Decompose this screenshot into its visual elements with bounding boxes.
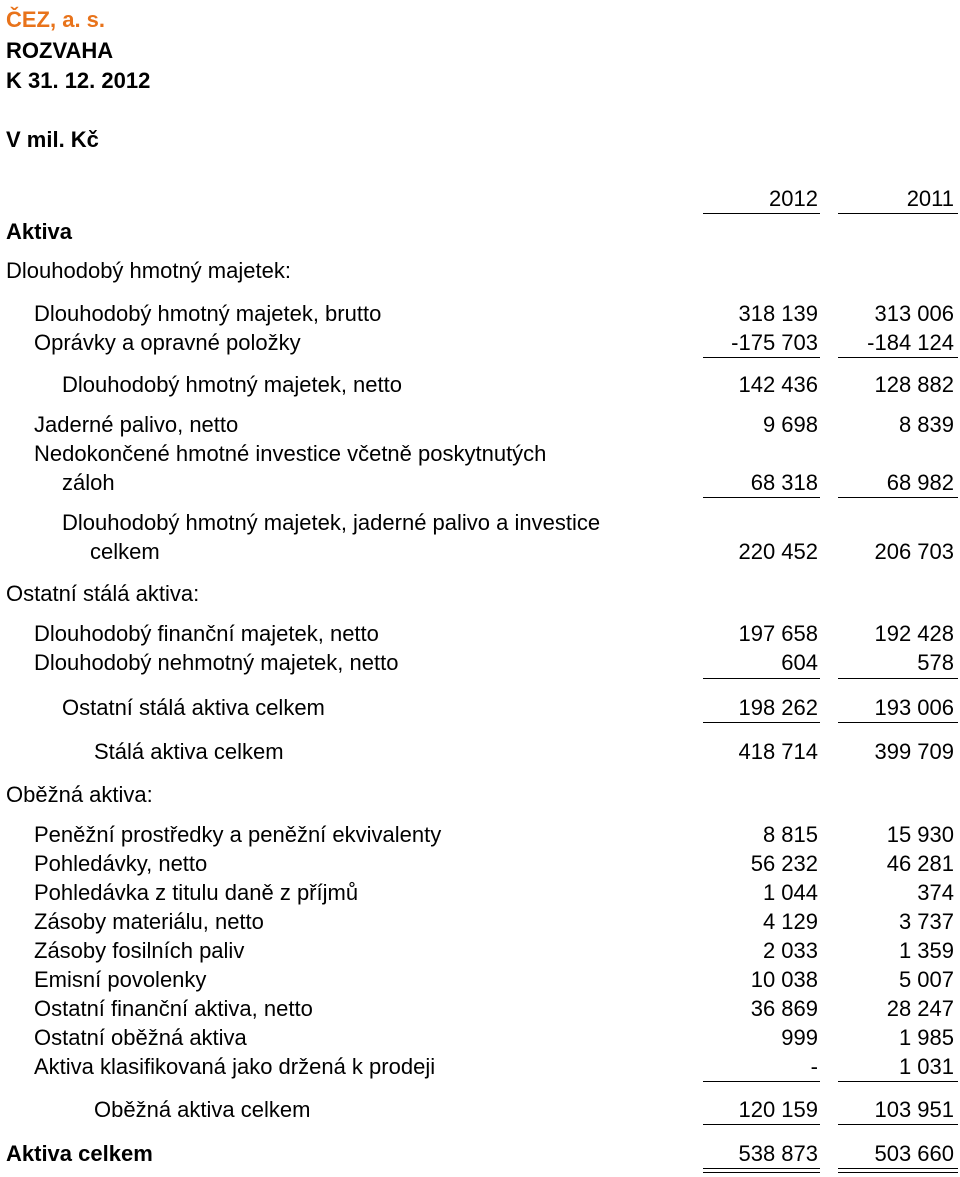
row-value-2012: - <box>810 1054 818 1079</box>
row-value-2012: 120 159 <box>738 1097 818 1122</box>
row-label: Oprávky a opravné položky <box>34 330 301 355</box>
subtotal-rule <box>838 357 958 358</box>
row-label: Ostatní oběžná aktiva <box>34 1025 247 1050</box>
row-value-2011: 68 982 <box>886 470 954 495</box>
row-value-2011: 192 428 <box>874 621 954 646</box>
subtotal-rule <box>703 1124 820 1125</box>
row-value-2011: 313 006 <box>874 301 954 326</box>
subtotal-rule <box>703 1081 820 1082</box>
row-value-2011: -184 124 <box>867 330 954 355</box>
row-label: Dlouhodobý nehmotný majetek, netto <box>34 650 399 675</box>
section-heading-aktiva: Aktiva <box>6 219 73 244</box>
row-label: Ostatní finanční aktiva, netto <box>34 996 313 1021</box>
row-value-2012: 198 262 <box>738 695 818 720</box>
grand-total-double-rule <box>703 1172 820 1173</box>
row-value-2012: 4 129 <box>762 909 818 934</box>
row-label: Aktiva klasifikovaná jako držená k prodeji <box>34 1054 436 1079</box>
company-name: ČEZ, a. s. <box>6 7 106 32</box>
subtotal-rule <box>838 1081 958 1082</box>
row-label: Nedokončené hmotné investice včetně poskytnutých <box>34 441 547 466</box>
grand-total-double-rule <box>703 1168 820 1169</box>
grand-total-value-2011: 503 660 <box>874 1141 954 1166</box>
row-label: Jaderné palivo, netto <box>34 412 239 437</box>
row-value-2012: 999 <box>781 1025 818 1050</box>
total-label: Stálá aktiva celkem <box>94 739 284 764</box>
row-label: Zásoby materiálu, netto <box>34 909 264 934</box>
row-value-2011: 374 <box>917 880 954 905</box>
subtotal-rule <box>838 1124 958 1125</box>
group-heading: Oběžná aktiva: <box>6 782 153 807</box>
row-value-2012: 36 869 <box>750 996 818 1021</box>
row-value-2012: 56 232 <box>750 851 818 876</box>
row-label: Dlouhodobý hmotný majetek, brutto <box>34 301 382 326</box>
subtotal-rule <box>838 497 958 498</box>
subtotal-label-continuation: celkem <box>90 539 160 564</box>
column-header-2012: 2012 <box>769 186 818 211</box>
group-heading: Dlouhodobý hmotný majetek: <box>6 258 291 283</box>
row-label: Pohledávka z titulu daně z příjmů <box>34 880 359 905</box>
row-value-2011: 128 882 <box>874 372 954 397</box>
row-value-2011: 3 737 <box>898 909 954 934</box>
row-label: Emisní povolenky <box>34 967 207 992</box>
row-value-2011: 46 281 <box>886 851 954 876</box>
row-value-2011: 399 709 <box>874 739 954 764</box>
row-value-2012: 197 658 <box>738 621 818 646</box>
subtotal-label: Dlouhodobý hmotný majetek, netto <box>62 372 402 397</box>
row-value-2011: 193 006 <box>874 695 954 720</box>
row-value-2012: 8 815 <box>762 822 818 847</box>
row-value-2012: 2 033 <box>762 938 818 963</box>
row-label: Dlouhodobý finanční majetek, netto <box>34 621 379 646</box>
row-value-2012: 68 318 <box>750 470 818 495</box>
subtotal-rule <box>703 497 820 498</box>
statement-date: K 31. 12. 2012 <box>6 68 151 93</box>
row-label: Zásoby fosilních paliv <box>34 938 245 963</box>
grand-total-value-2012: 538 873 <box>738 1141 818 1166</box>
row-value-2012: 318 139 <box>738 301 818 326</box>
row-label: Peněžní prostředky a peněžní ekvivalenty <box>34 822 442 847</box>
total-label: Oběžná aktiva celkem <box>94 1097 311 1122</box>
column-header-2011: 2011 <box>906 186 954 211</box>
row-value-2012: 604 <box>781 650 818 675</box>
row-value-2011: 1 985 <box>898 1025 954 1050</box>
row-value-2012: 1 044 <box>762 880 818 905</box>
units-label: V mil. Kč <box>6 127 99 152</box>
row-value-2011: 1 359 <box>898 938 954 963</box>
row-value-2011: 15 930 <box>886 822 954 847</box>
row-label: Pohledávky, netto <box>34 851 208 876</box>
subtotal-label: Dlouhodobý hmotný majetek, jaderné palivo a investice <box>62 510 601 535</box>
row-value-2012: 220 452 <box>738 539 818 564</box>
grand-total-double-rule <box>838 1172 958 1173</box>
row-value-2011: 8 839 <box>898 412 954 437</box>
subtotal-rule <box>703 678 820 679</box>
row-value-2011: 5 007 <box>898 967 954 992</box>
row-value-2012: 418 714 <box>738 739 818 764</box>
row-value-2012: 10 038 <box>750 967 818 992</box>
subtotal-rule <box>838 722 958 723</box>
subtotal-label: Ostatní stálá aktiva celkem <box>62 695 325 720</box>
statement-title: ROZVAHA <box>6 38 114 63</box>
row-value-2011: 578 <box>917 650 954 675</box>
column-header-underline <box>703 213 820 214</box>
column-header-underline <box>838 213 958 214</box>
row-value-2011: 1 031 <box>898 1054 954 1079</box>
row-value-2011: 206 703 <box>874 539 954 564</box>
subtotal-rule <box>703 722 820 723</box>
row-label-continuation: záloh <box>62 470 115 495</box>
row-value-2012: 9 698 <box>762 412 818 437</box>
row-value-2012: -175 703 <box>731 330 818 355</box>
grand-total-double-rule <box>838 1168 958 1169</box>
grand-total-label: Aktiva celkem <box>6 1141 153 1166</box>
row-value-2012: 142 436 <box>738 372 818 397</box>
subtotal-rule <box>838 678 958 679</box>
subtotal-rule <box>703 357 820 358</box>
row-value-2011: 103 951 <box>874 1097 954 1122</box>
group-heading: Ostatní stálá aktiva: <box>6 581 200 606</box>
row-value-2011: 28 247 <box>886 996 954 1021</box>
